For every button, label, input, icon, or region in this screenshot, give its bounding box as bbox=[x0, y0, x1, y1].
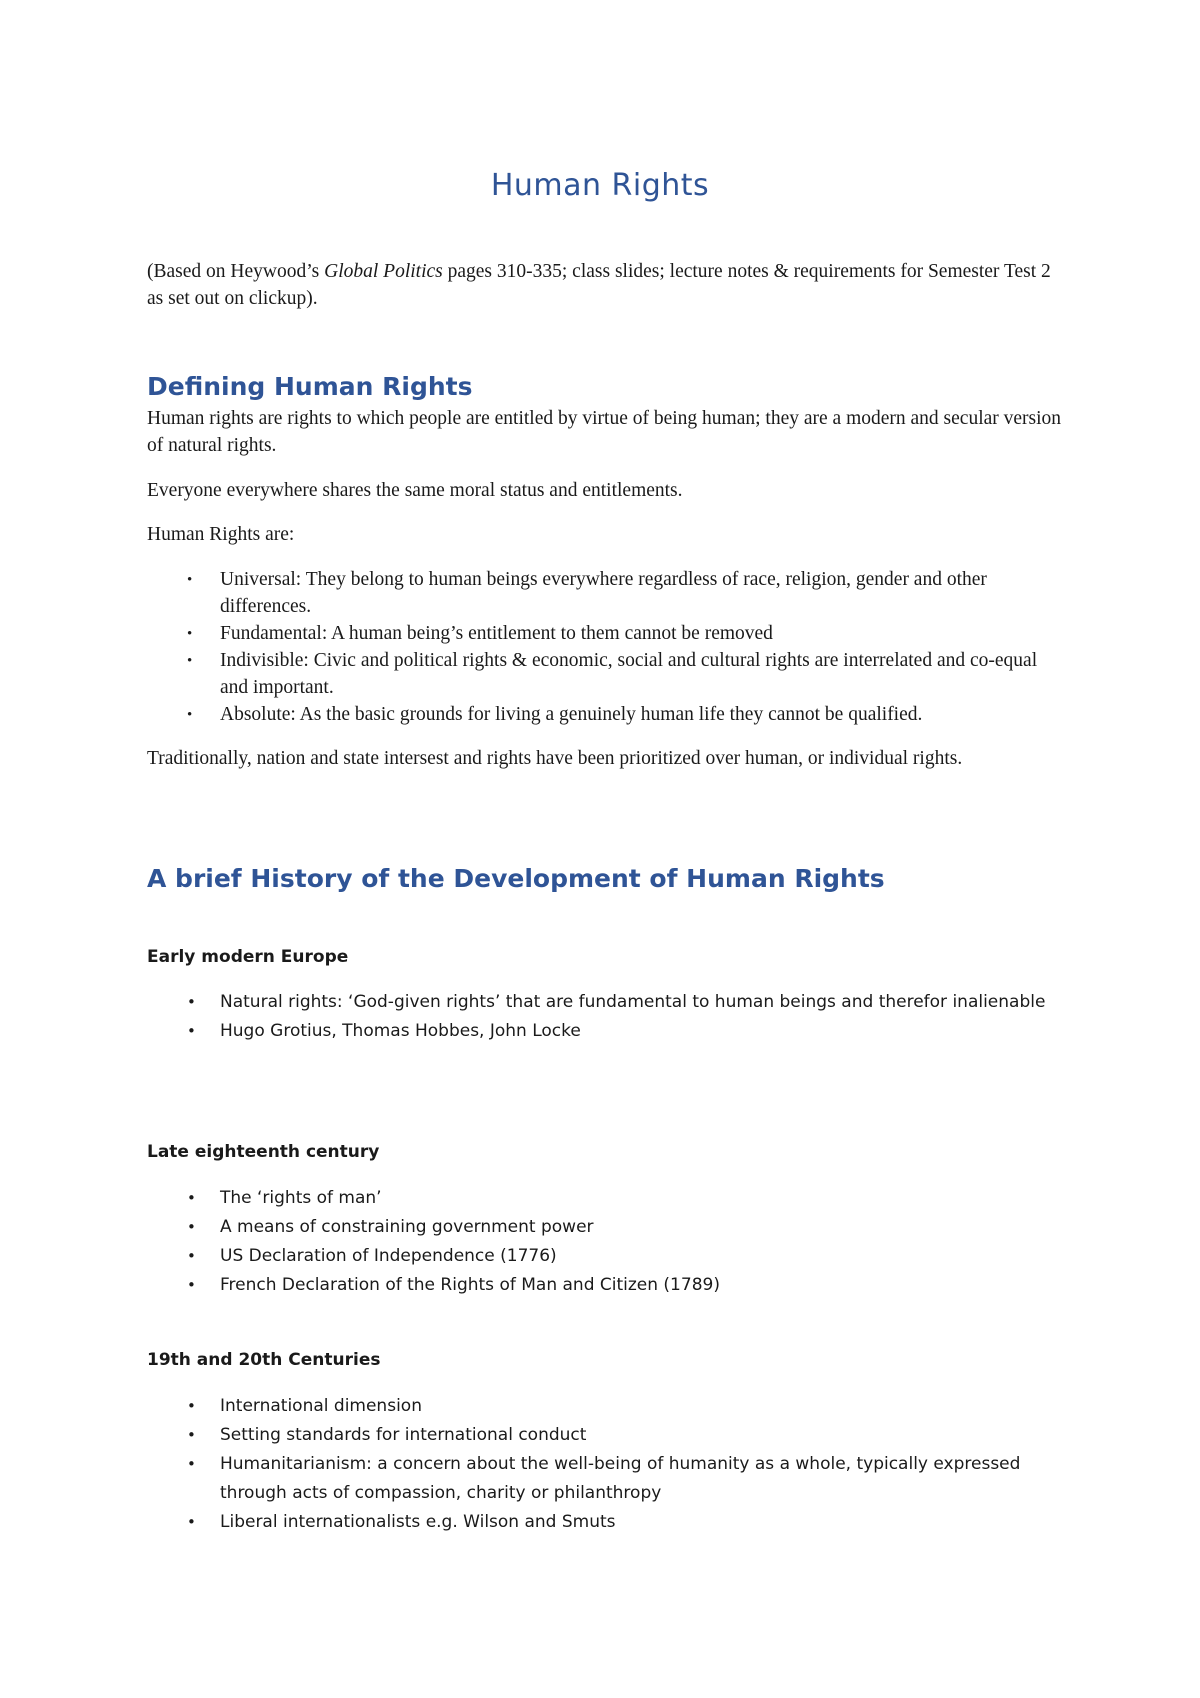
list-item-text: Setting standards for international conduct bbox=[220, 1425, 587, 1445]
list-item bbox=[147, 1392, 1067, 1421]
list-item-text: International dimension bbox=[220, 1396, 422, 1416]
section-heading-history: A brief History of the Development of Human Rights bbox=[147, 864, 885, 893]
late-eighteenth-century-list bbox=[147, 1184, 1067, 1300]
bullet-icon: • bbox=[187, 653, 193, 669]
document-title: Human Rights bbox=[490, 168, 710, 203]
list-item-text: The ‘rights of man’ bbox=[220, 1188, 382, 1208]
list-item-text: A means of constraining government power bbox=[220, 1217, 594, 1237]
list-item bbox=[147, 1450, 1067, 1508]
list-item-text: Humanitarianism: a concern about the well-being of humanity as a whole, typically expressed through acts of compassion, charity or philanthropy bbox=[220, 1454, 1021, 1503]
intro-text-end: pages 310-335; class slides; lecture notes & requirements for Semester Test 2 as set out on clickup). bbox=[147, 261, 1051, 309]
bullet-icon: • bbox=[187, 1513, 196, 1531]
19th-20th-centuries-list bbox=[147, 1392, 1067, 1537]
list-item-text: Universal: They belong to human beings everywhere regardless of race, religion, gender and other differences. bbox=[220, 569, 987, 617]
subheading-early-modern-europe: Early modern Europe bbox=[147, 947, 349, 967]
list-item bbox=[147, 620, 1067, 647]
bullet-icon: • bbox=[187, 1426, 196, 1444]
subheading-late-eighteenth-century: Late eighteenth century bbox=[147, 1142, 380, 1162]
defining-paragraph-1: Human rights are rights to which people are entitled by virtue of being human; they are a modern and secular version of natural rights. bbox=[147, 408, 1062, 456]
list-item-text: Liberal internationalists e.g. Wilson and Smuts bbox=[220, 1512, 616, 1532]
list-item bbox=[147, 1213, 1067, 1242]
list-item bbox=[147, 1271, 1067, 1300]
list-item-text: Hugo Grotius, Thomas Hobbes, John Locke bbox=[220, 1021, 581, 1041]
early-modern-europe-list bbox=[147, 988, 1067, 1046]
list-item bbox=[147, 566, 1067, 620]
intro-paragraph bbox=[147, 258, 1067, 312]
bullet-icon: • bbox=[187, 1022, 196, 1040]
list-item-text: French Declaration of the Rights of Man and Citizen (1789) bbox=[220, 1275, 720, 1295]
bullet-icon: • bbox=[187, 1397, 196, 1415]
bullet-icon: • bbox=[187, 1276, 196, 1294]
list-item-text: Indivisible: Civic and political rights & economic, social and cultural rights are interrelated and co-equal and important. bbox=[220, 650, 1038, 698]
bullet-icon: • bbox=[187, 626, 193, 642]
intro-book-title: Global Politics bbox=[324, 261, 443, 282]
intro-text-start: (Based on Heywood’s bbox=[147, 261, 325, 282]
list-item-text: Absolute: As the basic grounds for living a genuinely human life they cannot be qualified. bbox=[220, 704, 923, 725]
defining-paragraph-3: Human Rights are: bbox=[147, 524, 295, 545]
list-item-text: Natural rights: ‘God-given rights’ that are fundamental to human beings and therefor inalienable bbox=[220, 992, 1046, 1012]
bullet-icon: • bbox=[187, 993, 196, 1011]
bullet-icon: • bbox=[187, 1189, 196, 1207]
list-item bbox=[147, 647, 1067, 701]
list-item-text: US Declaration of Independence (1776) bbox=[220, 1246, 557, 1266]
list-item bbox=[147, 1508, 1067, 1537]
list-item-text: Fundamental: A human being’s entitlement to them cannot be removed bbox=[220, 623, 773, 644]
bullet-icon: • bbox=[187, 1218, 196, 1236]
list-item bbox=[147, 1242, 1067, 1271]
section-heading-defining: Defining Human Rights bbox=[147, 372, 473, 401]
defining-paragraph-2: Everyone everywhere shares the same moral status and entitlements. bbox=[147, 480, 683, 501]
bullet-icon: • bbox=[187, 572, 193, 588]
bullet-icon: • bbox=[187, 707, 193, 723]
list-item bbox=[147, 1017, 1067, 1046]
subheading-19th-20th-centuries: 19th and 20th Centuries bbox=[147, 1350, 381, 1370]
list-item bbox=[147, 988, 1067, 1017]
defining-paragraph-4: Traditionally, nation and state intersest and rights have been prioritized over human, or individual rights. bbox=[147, 748, 963, 769]
human-rights-properties-list bbox=[147, 566, 1067, 728]
list-item bbox=[147, 701, 1067, 728]
bullet-icon: • bbox=[187, 1247, 196, 1265]
list-item bbox=[147, 1421, 1067, 1450]
list-item bbox=[147, 1184, 1067, 1213]
bullet-icon: • bbox=[187, 1455, 196, 1473]
